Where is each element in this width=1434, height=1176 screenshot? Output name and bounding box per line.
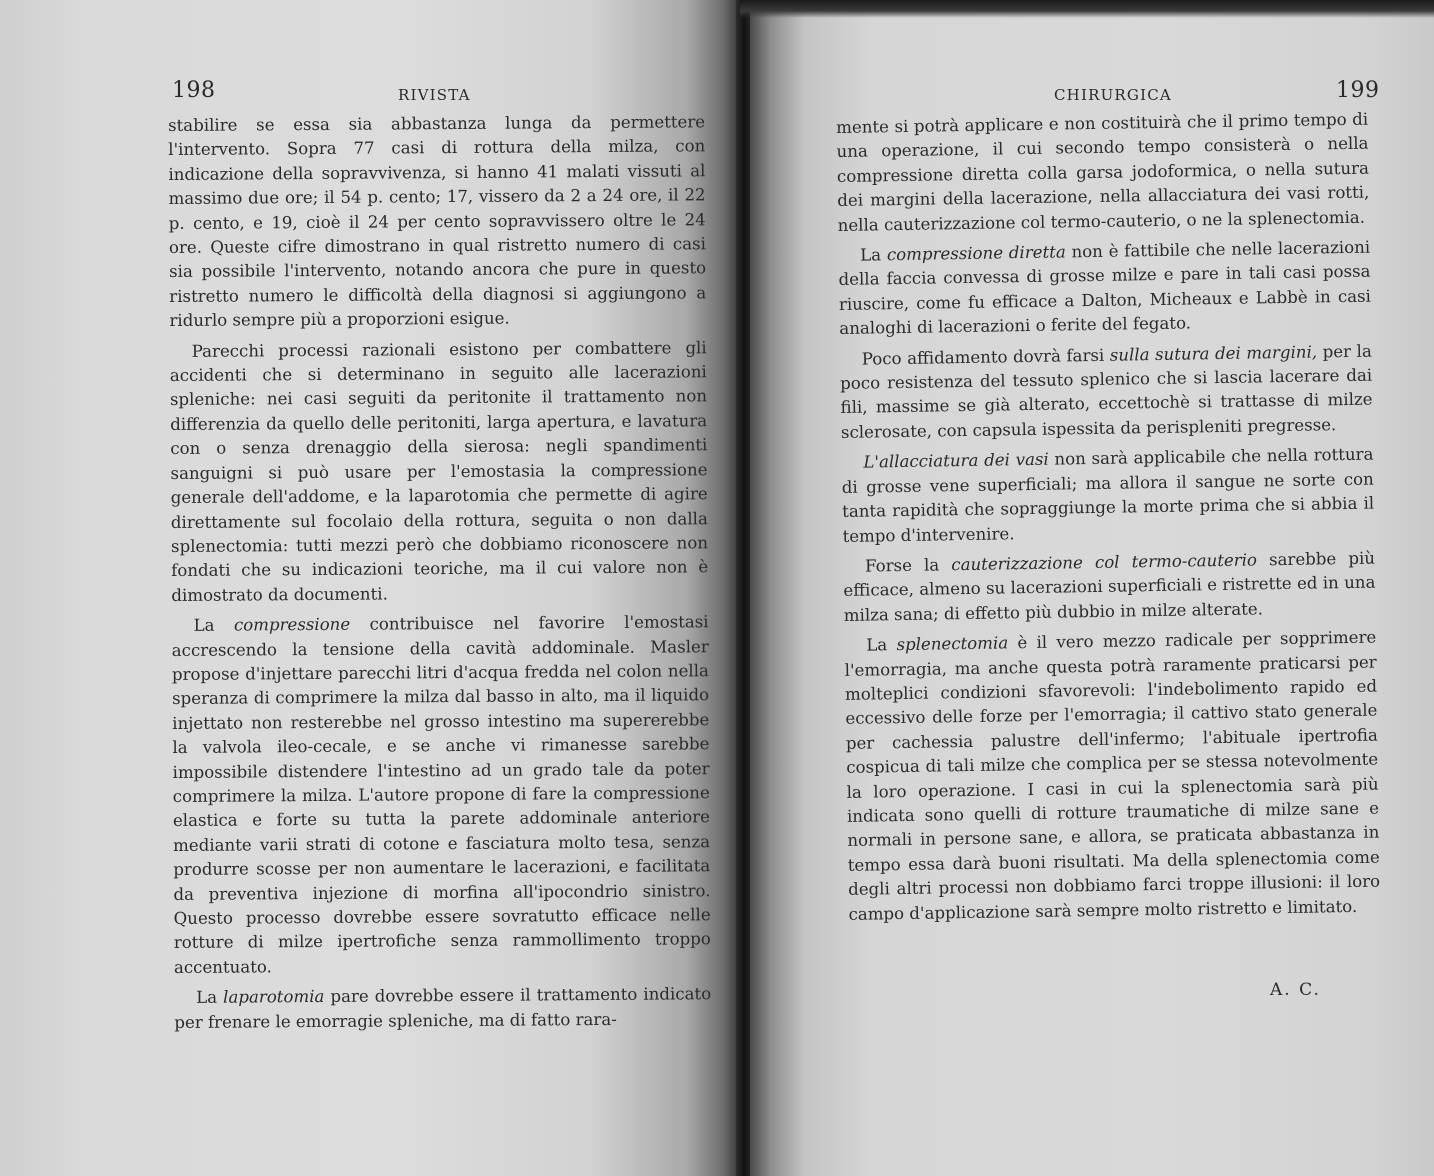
left-paragraph-2: Parecchi processi razionali esistono per combattere gli accidenti che si determinano in seguito alle lacerazioni spleniche: nei casi seguiti da peritonite il trattamento non differenzia da quello delle peritoniti, larga apertura, e lavatura con o senza drenaggio della sierosa: negli spandimenti sanguigni si può usare per l'emostasia la compressione generale dell'addome, e la laparotomia che permette di agire direttamente sul focolaio della rottura, seguita o non dalla splenectomia: tutti mezzi però che dobbiamo riconoscere non fondati che su indicazioni teoriche, ma il cui valore non è dimostrato da documenti. <box>169 337 709 605</box>
right-page-text <box>836 108 1381 927</box>
left-running-head: RIVISTA <box>398 86 471 104</box>
left-paragraph-3-lead: La <box>193 615 234 635</box>
left-paragraph-4 <box>174 982 711 1035</box>
right-paragraph-6 <box>844 626 1381 927</box>
right-running-head: CHIRURGICA <box>1054 86 1172 104</box>
right-paragraph-5 <box>843 546 1376 628</box>
right-paragraph-2-rest: non è fattibile che nelle lacerazioni della faccia convessa di grosse milze e pare in tali casi possa riuscire, come fu efficace a Dalton, Micheaux e Labbè in casi analoghi di lacerazioni o ferite del fegato. <box>838 237 1372 339</box>
right-paragraph-2 <box>838 236 1371 342</box>
right-paragraph-4-emphasis: L'allacciatura dei vasi <box>863 449 1049 472</box>
left-page-text <box>168 110 711 1035</box>
left-paragraph-3-rest: contribuisce nel favorire l'emostasi accrescendo la tensione della cavità addominale. Masler propose d'injettare parecchi litri d'acqua fredda nel colon nella speranza di comprimere la milza dal basso in alto, ma il liquido injettato non resterebbe nel grosso intestino ma supererebbe la valvola ileo-cecale, e se anche vi rimanesse sarebbe impossibile distendere l'intestino ad un grado tale da poter comprimere la milza. L'autore propone di fare la compressione elastica e forte su tutta la parete addominale anteriore mediante varii strati di cotone e fasciatura molto tesa, senza produrre scosse per non aumentare le lacerazioni, e facilitata da preventiva injezione di morfina all'ipocondrio sinistro. Questo processo dovrebbe essere sovratutto efficace nelle rotture di milze ipertrofiche senza rammollimento troppo accentuato. <box>171 612 711 977</box>
right-paragraph-2-lead: La <box>860 245 888 265</box>
right-paragraph-4 <box>841 443 1374 549</box>
left-paragraph-4-lead: La <box>196 987 224 1008</box>
right-paragraph-5-emphasis: cauterizzazione col termo-cauterio <box>951 550 1258 575</box>
right-page-number: 199 <box>1336 78 1380 103</box>
left-paragraph-4-emphasis: laparotomia <box>223 987 325 1007</box>
author-signature: A. C. <box>1270 980 1321 1000</box>
right-paragraph-5-rest: sarebbe più efficace, almeno su lacerazioni superficiali e ristrette ed in una milza sana; di effetto più dubbio in milze alterate. <box>843 548 1376 625</box>
right-paragraph-3-rest: per la poco resistenza del tessuto splenico che si lascia lacerare dai fili, massime se già alterato, eccettochè si trattasse di milze sclerosate, con capsula ispessita da perispleniti pregresse. <box>840 341 1373 442</box>
right-paragraph-3-lead: Poco affidamento dovrà farsi <box>861 345 1110 369</box>
right-page <box>750 0 1434 1176</box>
right-paragraph-6-rest: è il vero mezzo radicale per sopprimere l'emorragia, ma anche questa potrà raramente praticarsi per molteplici condizioni sfavorevoli: l'indebolimento rapido ed eccessivo delle forze per l'emorragia; il cattivo stato generale per cachessia palustre dell'infermo; l'abituale ipertrofia cospicua di tali milze che complica per se stessa notevolmente la loro operazione. I casi in cui la splenectomia sarà più indicata sono quelli di rotture traumatiche di milze sane e normali in persone sane, e allora, se praticata abbastanza in tempo essa darà buoni risultati. Ma della splenectomia come degli altri processi non dobbiamo farci troppe illusioni: il loro campo d'applicazione sarà sempre molto ristretto e limitato. <box>844 627 1381 924</box>
right-paragraph-2-emphasis: compressione diretta <box>886 242 1066 265</box>
left-page-header <box>0 74 738 114</box>
right-paragraph-6-lead: La <box>866 635 897 655</box>
left-page-number: 198 <box>172 78 216 103</box>
right-paragraph-6-emphasis: splenectomia <box>896 633 1009 655</box>
right-paragraph-4-rest: non sarà applicabile che nella rottura di grosse vene superficiali; ma allora il sangue ne sorte con tanta rapidità che sopraggiunge la morte prima che si abbia il tempo d'intervenire. <box>841 444 1375 546</box>
right-paragraph-1: mente si potrà applicare e non costituirà che il primo tempo di una operazione, il cui secondo tempo consisterà o nella compressione diretta colla garsa jodoformica, o nella sutura dei margini della lacerazione, nella allacciatura dei vasi rotti, nella cauterizzazione col termo-cauterio, o ne la splenectomia. <box>836 109 1370 235</box>
right-paragraph-5-lead: Forse la <box>864 555 952 576</box>
top-shadow <box>740 0 1434 18</box>
left-paragraph-1: stabilire se essa sia abbastanza lunga da permettere l'intervento. Sopra 77 casi di rottura della milza, con indicazione della sopravvivenza, si hanno 41 malati vissuti al massimo due ore; il 54 p. cento; 17, vissero da 2 a 24 ore, il 22 p. cento, e 19, cioè il 24 per cento sopravvissero oltre le 24 ore. Queste cifre dimostrano in qual ristretto numero di casi sia possibile l'intervento, notando ancora che pure in questo ristretto numero le difficoltà della diagnosi si aggiungono a ridurlo sempre più a proporzioni esigue. <box>168 112 707 331</box>
left-paragraph-3-emphasis: compressione <box>233 614 351 635</box>
left-paragraph-3 <box>171 610 711 980</box>
right-paragraph-3-emphasis: sulla sutura dei margini, <box>1109 342 1318 365</box>
left-paragraph-4-rest: pare dovrebbe essere il trattamento indicato per frenare le emorragie spleniche, ma di fatto rara- <box>174 984 712 1032</box>
right-paragraph-3 <box>840 339 1373 445</box>
